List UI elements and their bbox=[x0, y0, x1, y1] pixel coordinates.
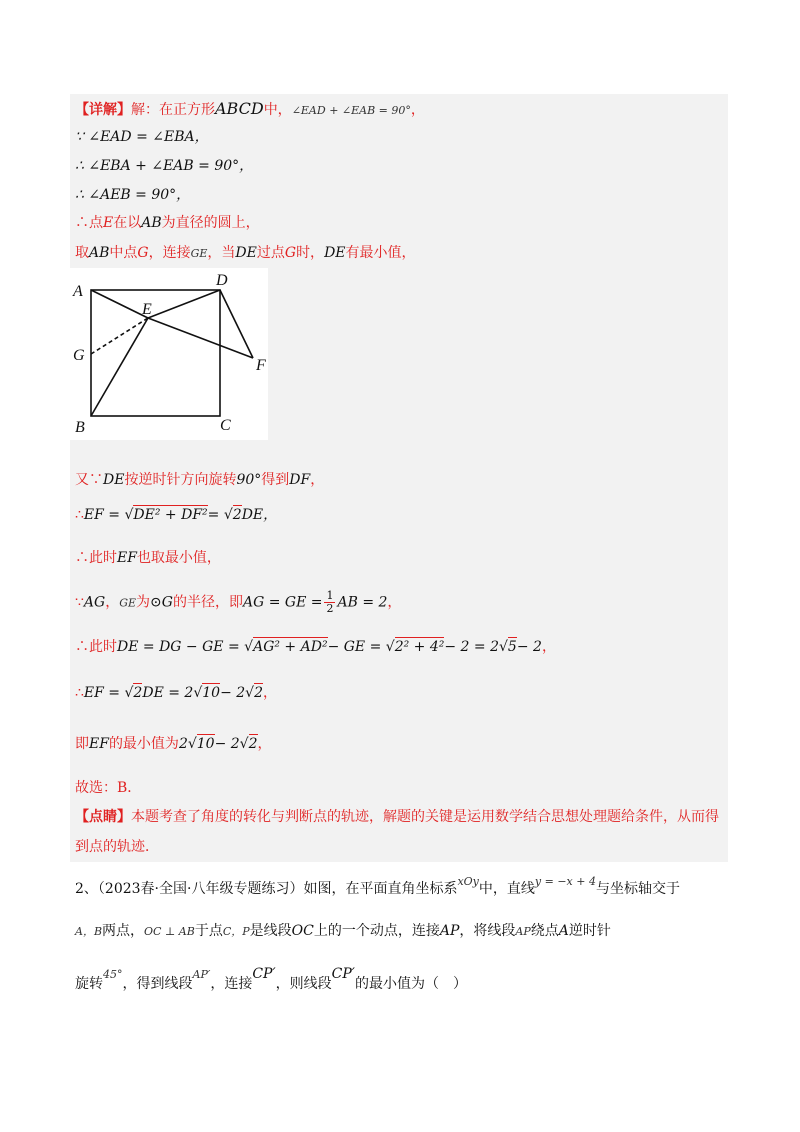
math-eq: DE = 2√ bbox=[142, 685, 203, 701]
solution-line-13 bbox=[75, 735, 272, 753]
math-df: DF bbox=[289, 472, 311, 488]
text: ，连接 bbox=[210, 976, 253, 992]
text: 中点 bbox=[109, 245, 138, 261]
math-eq: DE = DG − GE = √ bbox=[117, 639, 254, 655]
math-eq: EF = √ bbox=[83, 507, 134, 523]
fraction-half bbox=[324, 590, 335, 615]
question-number: 2、 bbox=[75, 881, 98, 897]
text: ∴此时 bbox=[75, 639, 117, 655]
math-circle-g: ⊙G bbox=[150, 594, 173, 611]
math-radicand: 2 bbox=[133, 685, 143, 701]
math-de: DE bbox=[324, 245, 346, 261]
text: ∴此时 bbox=[75, 550, 117, 566]
math-abcd: ABCD bbox=[215, 99, 264, 118]
text: 也取最小值， bbox=[136, 550, 221, 566]
solution-line-12 bbox=[75, 684, 277, 702]
question-line-2 bbox=[75, 920, 611, 940]
text: 在以 bbox=[113, 215, 142, 231]
text: ， bbox=[105, 594, 120, 611]
text: 中， bbox=[263, 102, 292, 118]
text: 中，直线 bbox=[478, 881, 535, 897]
math-ge: GE bbox=[190, 247, 208, 260]
text: 时， bbox=[296, 245, 325, 261]
square-diagram bbox=[70, 268, 268, 440]
text: ，当 bbox=[207, 245, 236, 261]
math-ef: EF bbox=[117, 550, 137, 566]
math-eq: − GE = √ bbox=[327, 639, 395, 655]
solution-line-7 bbox=[75, 471, 324, 489]
solution-line-4 bbox=[75, 186, 190, 204]
solution-line-3 bbox=[75, 157, 253, 175]
math-e: E bbox=[103, 215, 114, 231]
math-cp-prime: CP′ bbox=[331, 966, 355, 982]
math-cp: C，P bbox=[222, 925, 250, 938]
label-e: E bbox=[142, 301, 152, 318]
math-radicand: AG² + AD² bbox=[253, 639, 328, 655]
math-radicand: DE² + DF² bbox=[133, 507, 208, 523]
text: ∴ bbox=[75, 507, 84, 523]
math-xoy: xOy bbox=[457, 875, 479, 888]
text: 有最小值， bbox=[345, 245, 416, 261]
math-cp-prime: CP′ bbox=[252, 966, 276, 982]
math-radicand: 2 bbox=[232, 507, 242, 523]
math-eq: DE， bbox=[241, 507, 278, 523]
label-a: A bbox=[73, 283, 83, 300]
text: 与坐标轴交于 bbox=[595, 881, 680, 897]
text: 旋转 bbox=[75, 976, 103, 992]
text: （2023春·全国·八年级专题练习）如图，在平面直角坐标系 bbox=[97, 881, 458, 897]
text: ， bbox=[387, 594, 402, 611]
math-eq: AB = 2 bbox=[337, 594, 388, 611]
text: ，得到线段 bbox=[122, 976, 193, 992]
text: 本题考查了角度的转化与判断点的轨迹，解题的关键是运用数学结合思想处理题给条件，从而得 bbox=[131, 809, 719, 825]
text: ，将线段 bbox=[459, 923, 516, 939]
text: 即 bbox=[75, 736, 89, 752]
text: ， bbox=[257, 736, 272, 752]
math-ab: AB bbox=[89, 245, 110, 261]
math-eq: − 2√ bbox=[214, 736, 249, 752]
math-de: DE bbox=[103, 472, 125, 488]
math-radicand: 2 bbox=[248, 736, 258, 752]
question-line-3 bbox=[75, 966, 467, 993]
solution-line-10 bbox=[75, 590, 401, 615]
math-radicand: 2² + 4² bbox=[394, 639, 445, 655]
math-eq: ∴ ∠EBA + ∠EAB = 90°， bbox=[75, 158, 254, 174]
solution-line-15 bbox=[75, 808, 719, 826]
solution-line-11 bbox=[75, 638, 556, 656]
math-oc: OC bbox=[291, 923, 314, 939]
math-radicand: 10 bbox=[202, 685, 221, 701]
text: 按逆时针方向旋转 bbox=[124, 472, 237, 488]
math-deg: 90° bbox=[236, 472, 262, 488]
math-eq: − 2 bbox=[516, 639, 542, 655]
comment-tag: 【点睛】 bbox=[75, 809, 131, 825]
math-eq: 2√ bbox=[178, 736, 197, 752]
text: ， bbox=[541, 639, 556, 655]
text: 于点 bbox=[194, 923, 223, 939]
text: 为直径的圆上， bbox=[161, 215, 260, 231]
answer-text: 故选：B． bbox=[75, 780, 142, 796]
detail-tag: 【详解】 bbox=[75, 102, 131, 118]
text: 得到 bbox=[261, 472, 290, 488]
fraction-numerator: 1 bbox=[326, 589, 334, 602]
label-b: B bbox=[75, 419, 85, 436]
text: ∵ bbox=[75, 594, 84, 611]
math-ap: AP bbox=[439, 923, 460, 939]
label-c: C bbox=[220, 417, 231, 434]
text: 到点的轨迹． bbox=[75, 839, 159, 855]
math-deg: 45° bbox=[103, 968, 123, 981]
solution-line-16 bbox=[75, 838, 159, 856]
text: ， bbox=[310, 472, 325, 488]
text: 逆时针 bbox=[568, 923, 611, 939]
question-line-1 bbox=[75, 875, 680, 898]
solution-line-9 bbox=[75, 549, 221, 567]
text: 取 bbox=[75, 245, 89, 261]
text: ∴点 bbox=[75, 215, 103, 231]
label-f: F bbox=[256, 357, 266, 374]
solution-line-2 bbox=[75, 128, 209, 146]
text: 的最小值为 bbox=[108, 736, 179, 752]
text: 绕点 bbox=[530, 923, 559, 939]
text: ， bbox=[410, 102, 425, 118]
math-eq: AG = GE = bbox=[242, 594, 323, 611]
math-radicand: 5 bbox=[507, 639, 517, 655]
math-ab: A，B bbox=[75, 925, 103, 938]
math-eq: = √ bbox=[207, 507, 233, 523]
text: 是线段 bbox=[249, 923, 292, 939]
math-eq: − 2 = 2√ bbox=[444, 639, 508, 655]
math-g: G bbox=[284, 245, 297, 261]
solution-line-5 bbox=[75, 214, 260, 232]
text: 过点 bbox=[256, 245, 285, 261]
text: 的最小值为（ ） bbox=[354, 976, 467, 992]
text: ，连接 bbox=[148, 245, 191, 261]
math-ag: AG bbox=[83, 594, 106, 611]
math-radicand: 2 bbox=[254, 685, 264, 701]
math-ap-prime: AP′ bbox=[192, 968, 211, 981]
math-eq: EF = √ bbox=[83, 685, 134, 701]
solution-line-6 bbox=[75, 244, 416, 263]
text: 上的一个动点，连接 bbox=[313, 923, 440, 939]
text: 为 bbox=[136, 594, 151, 611]
math-ge: GE bbox=[119, 596, 137, 610]
math-oc-perp-ab: OC ⊥ AB bbox=[144, 925, 195, 938]
math-eq: ∴ ∠AEB = 90°， bbox=[75, 187, 191, 203]
label-d: D bbox=[216, 272, 228, 289]
text: ， bbox=[263, 685, 278, 701]
math-eq: ∠EAD + ∠EAB = 90° bbox=[291, 104, 411, 117]
solution-line-8 bbox=[75, 506, 277, 524]
fraction-denominator: 2 bbox=[326, 602, 334, 615]
geometry-figure bbox=[70, 268, 268, 440]
math-a: A bbox=[558, 923, 569, 939]
math-line-eq: y = −x + 4 bbox=[534, 875, 596, 888]
math-de: DE bbox=[235, 245, 257, 261]
text: ，则线段 bbox=[275, 976, 332, 992]
math-eq: ∵ ∠EAD = ∠EBA， bbox=[75, 129, 209, 145]
text: 两点， bbox=[102, 923, 145, 939]
text: 解：在正方形 bbox=[131, 102, 215, 118]
math-radicand: 10 bbox=[196, 736, 215, 752]
text: ∴ bbox=[75, 685, 84, 701]
math-ap: AP bbox=[515, 925, 531, 938]
math-g: G bbox=[137, 245, 149, 261]
math-eq: − 2√ bbox=[220, 685, 255, 701]
text: 又∵ bbox=[75, 472, 103, 488]
math-ab: AB bbox=[141, 215, 162, 231]
text: 的半径，即 bbox=[172, 594, 243, 611]
solution-line-14 bbox=[75, 779, 141, 797]
math-ef: EF bbox=[89, 736, 109, 752]
solution-line-1 bbox=[75, 100, 425, 120]
label-g: G bbox=[73, 347, 85, 364]
